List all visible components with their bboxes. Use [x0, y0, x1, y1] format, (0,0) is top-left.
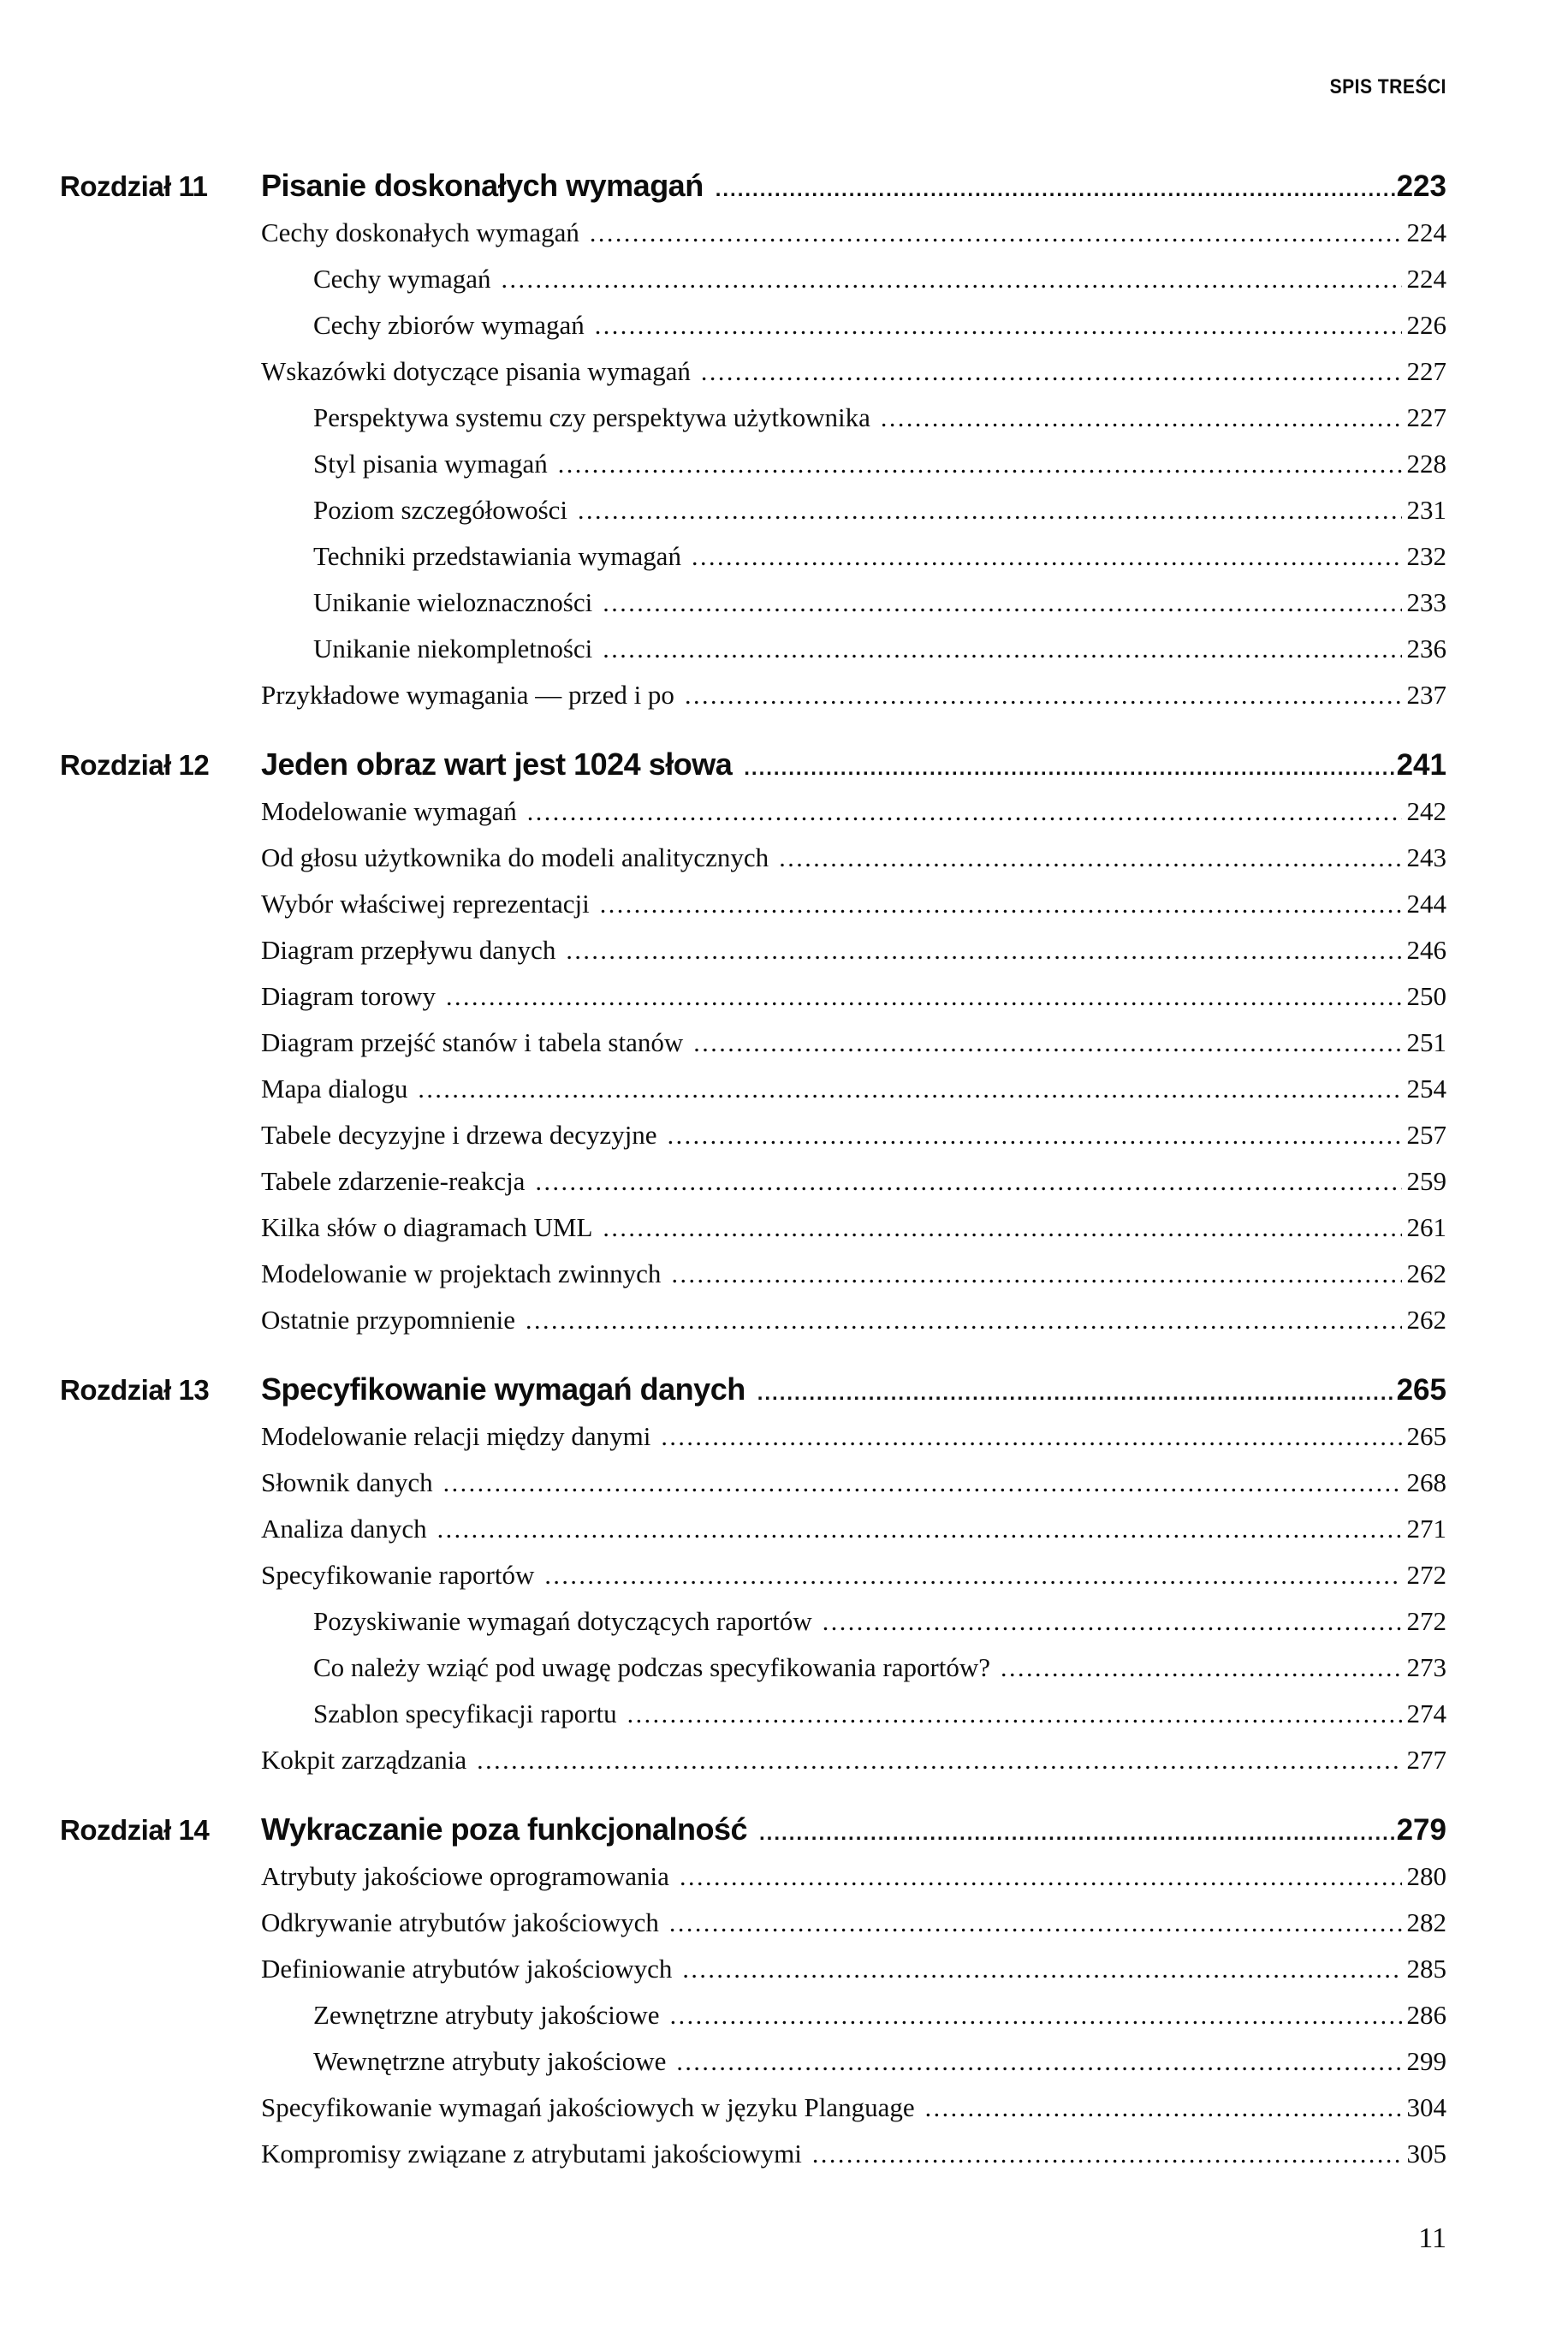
chapter-block — [60, 747, 1446, 1351]
entry-page-number: 262 — [1406, 1258, 1446, 1288]
entry-page-number: 272 — [1406, 1560, 1446, 1590]
toc-entry — [60, 541, 1446, 587]
dot-leader — [669, 1907, 1402, 1938]
entry-title: Unikanie niekompletności — [313, 634, 593, 663]
chapter-title: Wykraczanie poza funkcjonalność — [261, 1812, 748, 1847]
dot-leader — [744, 757, 1394, 781]
entry-title: Specyfikowanie wymagań jakościowych w języku Planguage — [261, 2092, 915, 2122]
chapter-row — [60, 1371, 1446, 1421]
dot-leader — [578, 495, 1401, 526]
entry-title: Wskazówki dotyczące pisania wymagań — [261, 356, 691, 386]
dot-leader — [446, 981, 1401, 1012]
entry-title: Odkrywanie atrybutów jakościowych — [261, 1907, 659, 1937]
entry-page-number: 254 — [1406, 1074, 1446, 1104]
entry-page-number: 262 — [1406, 1305, 1446, 1335]
chapter-entries — [60, 217, 1446, 726]
running-head: SPIS TREŚCI — [1329, 75, 1446, 98]
chapter-row — [60, 747, 1446, 796]
toc-list — [60, 168, 1446, 2185]
dot-leader — [566, 935, 1401, 966]
toc-entry — [60, 680, 1446, 726]
dot-leader — [595, 310, 1402, 341]
dot-leader — [437, 1514, 1402, 1544]
entry-title: Cechy wymagań — [313, 264, 491, 294]
chapter-entries — [60, 1861, 1446, 2185]
entry-title: Specyfikowanie raportów — [261, 1560, 535, 1590]
dot-leader — [823, 1606, 1402, 1637]
chapter-label: Rozdział 12 — [60, 749, 210, 781]
entry-title: Kompromisy związane z atrybutami jakościowymi — [261, 2139, 802, 2168]
dot-leader — [477, 1745, 1401, 1776]
toc-entry — [60, 1421, 1446, 1467]
dot-leader — [603, 587, 1401, 618]
dot-leader — [680, 1861, 1402, 1892]
entry-page-number: 243 — [1406, 842, 1446, 872]
entry-title: Styl pisania wymagań — [313, 449, 548, 479]
entry-title: Kokpit zarządzania — [261, 1745, 467, 1775]
entry-title: Co należy wziąć pod uwagę podczas specyfikowania raportów? — [313, 1652, 991, 1682]
entry-page-number: 251 — [1406, 1027, 1446, 1057]
toc-entry — [60, 889, 1446, 935]
entry-page-number: 231 — [1406, 495, 1446, 525]
dot-leader — [779, 842, 1401, 873]
entry-title: Diagram przejść stanów i tabela stanów — [261, 1027, 684, 1057]
entry-page-number: 277 — [1406, 1745, 1446, 1775]
entry-page-number: 261 — [1406, 1212, 1446, 1242]
toc-entry — [60, 796, 1446, 842]
dot-leader — [603, 1212, 1401, 1243]
chapter-page-number: 265 — [1396, 1373, 1446, 1407]
entry-page-number: 233 — [1406, 587, 1446, 617]
dot-leader — [671, 1258, 1401, 1289]
dot-leader — [558, 449, 1402, 479]
page-number: 11 — [1418, 2222, 1446, 2254]
dot-leader — [535, 1166, 1401, 1197]
dot-leader — [544, 1560, 1401, 1591]
entry-page-number: 237 — [1406, 680, 1446, 710]
toc-entry — [60, 1606, 1446, 1652]
toc-entry — [60, 495, 1446, 541]
entry-page-number: 304 — [1406, 2092, 1446, 2122]
entry-title: Diagram torowy — [261, 981, 437, 1011]
toc-entry — [60, 449, 1446, 495]
chapter-label: Rozdział 14 — [60, 1814, 210, 1846]
toc-entry — [60, 1907, 1446, 1954]
entry-title: Analiza danych — [261, 1514, 427, 1544]
dot-leader — [590, 217, 1402, 248]
dot-leader — [600, 889, 1402, 919]
entry-page-number: 236 — [1406, 634, 1446, 663]
chapter-row — [60, 168, 1446, 217]
dot-leader — [757, 1382, 1395, 1406]
entry-page-number: 272 — [1406, 1606, 1446, 1636]
entry-page-number: 224 — [1406, 217, 1446, 247]
toc-entry — [60, 2139, 1446, 2185]
toc-entry — [60, 402, 1446, 449]
entry-page-number: 227 — [1406, 402, 1446, 432]
entry-title: Unikanie wieloznaczności — [313, 587, 593, 617]
entry-page-number: 282 — [1406, 1907, 1446, 1937]
dot-leader — [759, 1822, 1395, 1846]
entry-page-number: 286 — [1406, 2000, 1446, 2030]
toc-entry — [60, 1305, 1446, 1351]
entry-title: Cechy zbiorów wymagań — [313, 310, 585, 340]
entry-page-number: 274 — [1406, 1699, 1446, 1728]
entry-page-number: 244 — [1406, 889, 1446, 919]
toc-entry — [60, 310, 1446, 356]
dot-leader — [443, 1467, 1402, 1498]
dot-leader — [603, 634, 1401, 664]
toc-entry — [60, 1212, 1446, 1258]
chapter-block — [60, 1371, 1446, 1791]
entry-title: Modelowanie wymagań — [261, 796, 517, 826]
entry-title: Szablon specyfikacji raportu — [313, 1699, 617, 1728]
entry-title: Przykładowe wymagania — przed i po — [261, 680, 674, 710]
entry-title: Poziom szczegółowości — [313, 495, 568, 525]
dot-leader — [501, 264, 1401, 294]
dot-leader — [1001, 1652, 1401, 1683]
toc-entry — [60, 2092, 1446, 2139]
dot-leader — [692, 541, 1402, 572]
dot-leader — [627, 1699, 1402, 1729]
toc-entry — [60, 1166, 1446, 1212]
entry-title: Słownik danych — [261, 1467, 433, 1497]
entry-title: Perspektywa systemu czy perspektywa użytkownika — [313, 402, 870, 432]
toc-entry — [60, 587, 1446, 634]
entry-title: Cechy doskonałych wymagań — [261, 217, 579, 247]
entry-page-number: 280 — [1406, 1861, 1446, 1891]
toc-entry — [60, 1652, 1446, 1699]
dot-leader — [670, 2000, 1402, 2031]
chapter-title: Specyfikowanie wymagań danych — [261, 1371, 745, 1407]
toc-entry — [60, 1861, 1446, 1907]
entry-title: Wewnętrzne atrybuty jakościowe — [313, 2046, 667, 2076]
dot-leader — [661, 1421, 1401, 1452]
entry-page-number: 228 — [1406, 449, 1446, 479]
dot-leader — [685, 680, 1402, 711]
toc-entry — [60, 1467, 1446, 1514]
dot-leader — [418, 1074, 1401, 1104]
chapter-block — [60, 168, 1446, 726]
chapter-block — [60, 1812, 1446, 2185]
toc-entry — [60, 634, 1446, 680]
chapter-label: Rozdział 11 — [60, 170, 208, 202]
toc-entry — [60, 217, 1446, 264]
toc-entry — [60, 1074, 1446, 1120]
entry-title: Ostatnie przypomnienie — [261, 1305, 515, 1335]
toc-entry — [60, 1954, 1446, 2000]
entry-title: Od głosu użytkownika do modeli analitycznych — [261, 842, 769, 872]
entry-page-number: 285 — [1406, 1954, 1446, 1984]
toc-entry — [60, 356, 1446, 402]
entry-title: Pozyskiwanie wymagań dotyczących raportów — [313, 1606, 812, 1636]
toc-entry — [60, 1745, 1446, 1791]
entry-title: Mapa dialogu — [261, 1074, 408, 1104]
entry-title: Definiowanie atrybutów jakościowych — [261, 1954, 673, 1984]
toc-entry — [60, 2000, 1446, 2046]
toc-entry — [60, 935, 1446, 981]
toc-entry — [60, 1560, 1446, 1606]
toc-entry — [60, 2046, 1446, 2092]
dot-leader — [701, 356, 1402, 387]
entry-page-number: 259 — [1406, 1166, 1446, 1196]
entry-page-number: 299 — [1406, 2046, 1446, 2076]
entry-page-number: 305 — [1406, 2139, 1446, 2168]
chapter-page-number: 223 — [1396, 170, 1446, 203]
entry-title: Zewnętrzne atrybuty jakościowe — [313, 2000, 660, 2030]
dot-leader — [676, 2046, 1401, 2077]
dot-leader — [693, 1027, 1401, 1058]
toc-entry — [60, 1514, 1446, 1560]
entry-title: Modelowanie relacji między danymi — [261, 1421, 651, 1451]
toc-entry — [60, 1699, 1446, 1745]
entry-page-number: 226 — [1406, 310, 1446, 340]
toc-entry — [60, 1027, 1446, 1074]
toc-entry — [60, 1258, 1446, 1305]
chapter-row — [60, 1812, 1446, 1861]
chapter-entries — [60, 796, 1446, 1351]
entry-page-number: 246 — [1406, 935, 1446, 965]
entry-title: Diagram przepływu danych — [261, 935, 556, 965]
chapter-label: Rozdział 13 — [60, 1374, 210, 1406]
dot-leader — [881, 402, 1402, 433]
entry-page-number: 257 — [1406, 1120, 1446, 1150]
entry-title: Modelowanie w projektach zwinnych — [261, 1258, 662, 1288]
entry-title: Atrybuty jakościowe oprogramowania — [261, 1861, 669, 1891]
entry-page-number: 273 — [1406, 1652, 1446, 1682]
dot-leader — [812, 2139, 1402, 2169]
dot-leader — [668, 1120, 1402, 1151]
entry-page-number: 242 — [1406, 796, 1446, 826]
dot-leader — [527, 796, 1402, 827]
chapter-title: Jeden obraz wart jest 1024 słowa — [261, 747, 733, 782]
chapter-entries — [60, 1421, 1446, 1791]
entry-page-number: 232 — [1406, 541, 1446, 571]
entry-page-number: 224 — [1406, 264, 1446, 294]
chapter-page-number: 279 — [1396, 1813, 1446, 1847]
entry-page-number: 227 — [1406, 356, 1446, 386]
entry-title: Tabele zdarzenie-reakcja — [261, 1166, 526, 1196]
dot-leader — [682, 1954, 1401, 1984]
dot-leader — [526, 1305, 1402, 1336]
entry-page-number: 271 — [1406, 1514, 1446, 1544]
toc-entry — [60, 842, 1446, 889]
entry-page-number: 250 — [1406, 981, 1446, 1011]
chapter-title: Pisanie doskonałych wymagań — [261, 168, 704, 203]
dot-leader — [716, 178, 1395, 202]
dot-leader — [925, 2092, 1402, 2123]
toc-entry — [60, 981, 1446, 1027]
toc-entry — [60, 1120, 1446, 1166]
entry-title: Techniki przedstawiania wymagań — [313, 541, 681, 571]
toc-entry — [60, 264, 1446, 310]
entry-title: Wybór właściwej reprezentacji — [261, 889, 590, 919]
entry-title: Kilka słów o diagramach UML — [261, 1212, 593, 1242]
chapter-page-number: 241 — [1396, 748, 1446, 782]
entry-page-number: 265 — [1406, 1421, 1446, 1451]
entry-title: Tabele decyzyjne i drzewa decyzyjne — [261, 1120, 657, 1150]
entry-page-number: 268 — [1406, 1467, 1446, 1497]
